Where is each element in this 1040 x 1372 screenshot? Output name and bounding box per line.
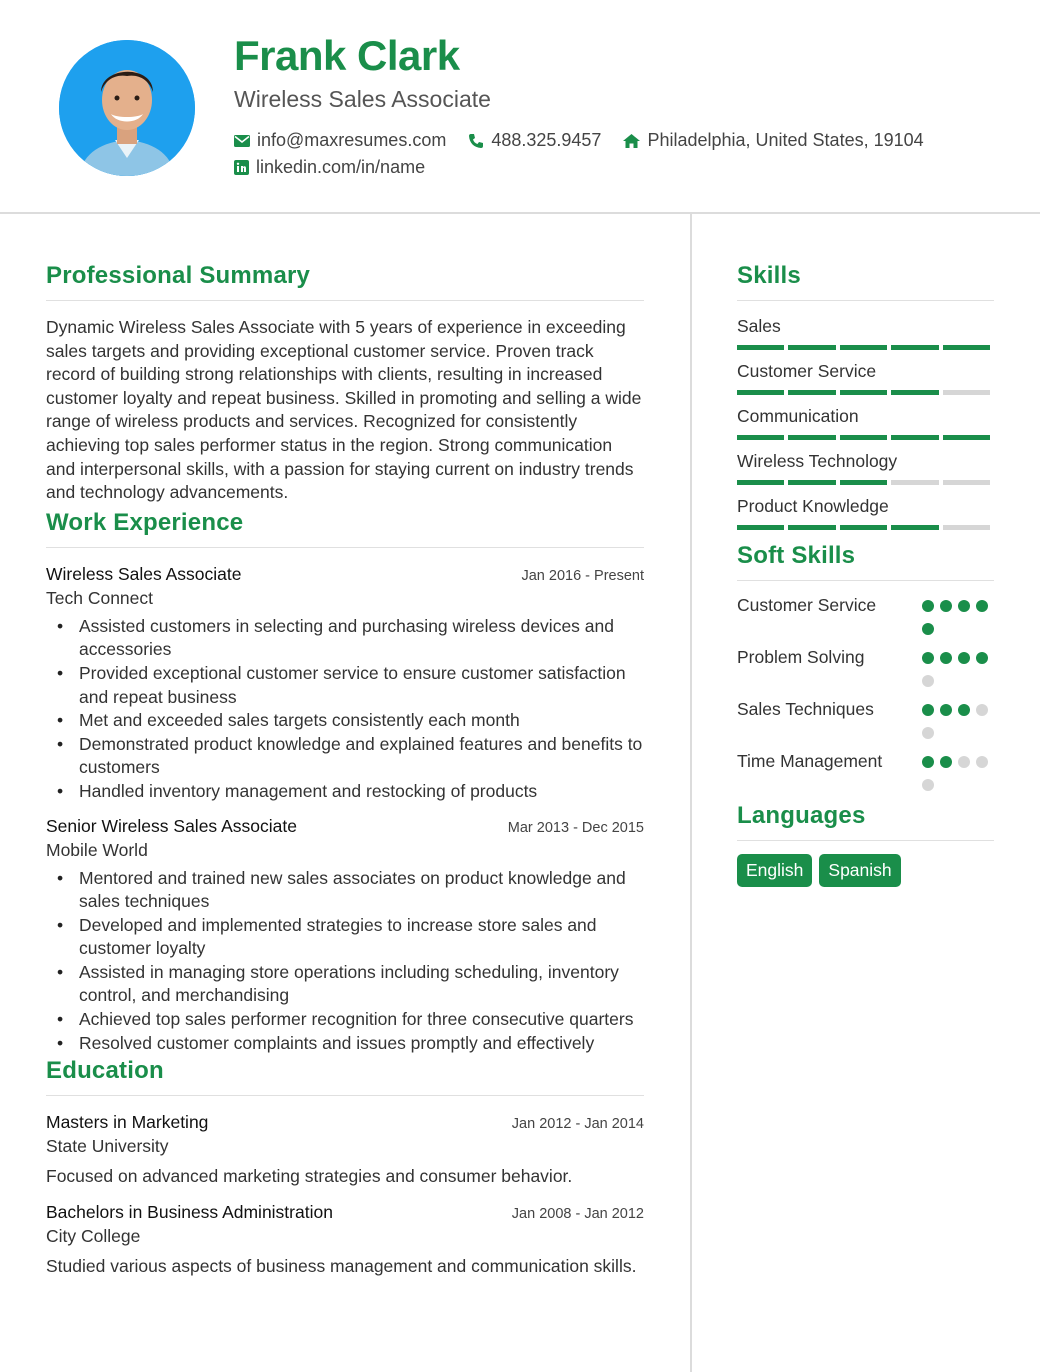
soft-skill-item (737, 594, 994, 646)
skill-level-bar (737, 480, 994, 485)
skill-name: Communication (737, 406, 859, 426)
skill-level-segment (943, 525, 990, 530)
skill-level-segment (788, 345, 835, 350)
section-divider (46, 300, 644, 301)
languages-section (737, 802, 994, 887)
skill-item (737, 496, 994, 530)
soft-skill-item (737, 750, 994, 802)
home-icon (623, 134, 640, 148)
main-column (46, 214, 644, 1278)
education-section (46, 1057, 644, 1278)
rating-dot (940, 704, 952, 716)
sidebar-column (737, 214, 994, 887)
rating-dot (958, 756, 970, 768)
bullet-item: • Mentored and trained new sales associates on product knowledge and sales techniques (46, 867, 644, 914)
skills-heading: Skills (737, 262, 801, 289)
envelope-icon (234, 135, 250, 147)
skill-level-segment (943, 435, 990, 440)
languages-list (737, 854, 994, 887)
bullet-item: • Developed and implemented strategies to increase store sales and customer loyalty (46, 914, 644, 961)
job-role: Wireless Sales Associate (46, 563, 242, 584)
soft-skill-name: Time Management (737, 751, 883, 771)
skill-level-segment (891, 345, 938, 350)
education-entry (46, 1112, 644, 1189)
skill-level-segment (891, 435, 938, 440)
rating-dot (976, 704, 988, 716)
contact-email[interactable] (234, 130, 446, 151)
bullet-item: • Handled inventory management and restocking of products (46, 780, 644, 804)
skill-item (737, 361, 994, 395)
soft-skill-rating (922, 698, 994, 750)
skills-section (737, 262, 994, 530)
bullet-item: • Assisted in managing store operations including scheduling, inventory control, and merchandising (46, 961, 644, 1008)
job-dates: Jan 2016 - Present (521, 567, 644, 584)
rating-dot (940, 600, 952, 612)
skills-list (737, 316, 994, 530)
rating-dot (922, 727, 934, 739)
school-name: State University (46, 1136, 169, 1157)
job-role: Senior Wireless Sales Associate (46, 815, 297, 836)
job-dates: Mar 2013 - Dec 2015 (507, 819, 644, 836)
skill-level-segment (840, 390, 887, 395)
experience-section (46, 509, 644, 1056)
linkedin-text: linkedin.com/in/name (256, 157, 426, 177)
rating-dot (922, 704, 934, 716)
rating-dot (958, 704, 970, 716)
section-divider (46, 1095, 644, 1096)
job-company: Tech Connect (46, 587, 154, 608)
skill-level-segment (737, 345, 784, 350)
skill-level-segment (788, 435, 835, 440)
soft-skill-rating (922, 750, 994, 802)
job-entry (46, 816, 644, 1056)
skill-item (737, 316, 994, 350)
skill-item (737, 406, 994, 440)
contact-row (234, 130, 946, 151)
rating-dot (922, 779, 934, 791)
phone-text: 488.325.9457 (491, 130, 602, 150)
skill-item (737, 451, 994, 485)
rating-dot (922, 675, 934, 687)
bullet-item: • Resolved customer complaints and issues promptly and effectively (46, 1032, 644, 1056)
rating-dot (922, 600, 934, 612)
skill-level-segment (737, 525, 784, 530)
soft-skills-heading: Soft Skills (737, 542, 856, 569)
experience-heading: Work Experience (46, 508, 244, 536)
education-entry (46, 1202, 644, 1279)
skill-level-segment (891, 480, 938, 485)
soft-skill-name: Sales Techniques (737, 699, 874, 719)
skill-level-segment (788, 480, 835, 485)
skill-level-segment (943, 480, 990, 485)
job-company: Mobile World (46, 839, 148, 860)
email-text: info@maxresumes.com (257, 130, 447, 150)
skill-level-bar (737, 345, 994, 350)
skill-level-segment (737, 480, 784, 485)
skill-level-segment (943, 390, 990, 395)
skill-level-segment (737, 435, 784, 440)
skill-level-bar (737, 390, 994, 395)
rating-dot (922, 623, 934, 635)
skill-level-segment (788, 525, 835, 530)
skill-name: Customer Service (737, 361, 877, 381)
skill-level-bar (737, 435, 994, 440)
job-entry (46, 564, 644, 804)
skill-level-segment (840, 525, 887, 530)
phone-icon (468, 133, 484, 149)
rating-dot (922, 756, 934, 768)
summary-heading: Professional Summary (46, 262, 311, 289)
education-dates: Jan 2008 - Jan 2012 (511, 1205, 644, 1222)
skill-level-segment (788, 390, 835, 395)
contact-row-2 (234, 157, 447, 178)
languages-heading: Languages (737, 802, 866, 829)
rating-dot (976, 652, 988, 664)
location-text: Philadelphia, United States, 19104 (647, 130, 924, 150)
section-divider (737, 840, 994, 841)
language-tag: Spanish (819, 854, 900, 887)
bullet-item: • Achieved top sales performer recognition for three consecutive quarters (46, 1008, 644, 1032)
section-divider (737, 580, 994, 581)
skill-level-segment (891, 390, 938, 395)
candidate-name: Frank Clark (234, 32, 460, 79)
rating-dot (976, 600, 988, 612)
contact-location (623, 130, 923, 151)
education-dates: Jan 2012 - Jan 2014 (511, 1116, 644, 1133)
skill-name: Sales (737, 316, 781, 336)
soft-skill-rating (922, 594, 994, 646)
contact-linkedin[interactable] (234, 157, 425, 178)
section-divider (46, 547, 644, 548)
bullet-item: • Met and exceeded sales targets consistently each month (46, 709, 644, 733)
linkedin-icon (234, 160, 249, 175)
job-bullets (46, 615, 644, 804)
bullet-item: • Assisted customers in selecting and purchasing wireless devices and accessories (46, 615, 644, 662)
skill-level-segment (943, 345, 990, 350)
skill-level-segment (840, 345, 887, 350)
soft-skill-item (737, 646, 994, 698)
bullet-item: • Demonstrated product knowledge and explained features and benefits to customers (46, 733, 644, 780)
degree-name: Masters in Marketing (46, 1112, 209, 1133)
soft-skill-name: Problem Solving (737, 647, 865, 667)
rating-dot (958, 652, 970, 664)
skill-level-segment (891, 525, 938, 530)
profile-photo (59, 40, 195, 176)
education-description: Studied various aspects of business management and communication skills. (46, 1255, 637, 1276)
bullet-item: • Provided exceptional customer service to ensure customer satisfaction and repeat business (46, 662, 644, 709)
language-tag: English (737, 854, 812, 887)
skill-name: Wireless Technology (737, 451, 898, 471)
degree-name: Bachelors in Business Administration (46, 1201, 333, 1222)
resume-header (0, 0, 1040, 214)
rating-dot (940, 652, 952, 664)
column-divider (690, 214, 692, 1372)
summary-text: Dynamic Wireless Sales Associate with 5 years of experience in exceeding sales targets and providing exceptional customer service. Proven track record of building strong relationships with clients, resulting in increased customer loyalty and repeat business. Skilled in promoting and selling a wide range of wireless products and services. Recognized for consistently achieving top sales performer status in the region. Strong communication and interpersonal skills, with a passion for staying current on industry trends and technology advancements. (46, 317, 642, 503)
soft-skills-section (737, 542, 994, 802)
rating-dot (958, 600, 970, 612)
rating-dot (940, 756, 952, 768)
skill-name: Product Knowledge (737, 496, 889, 516)
education-description: Focused on advanced marketing strategies and consumer behavior. (46, 1166, 573, 1187)
skill-level-bar (737, 525, 994, 530)
soft-skills-list (737, 594, 994, 802)
job-bullets (46, 867, 644, 1056)
summary-section (46, 262, 644, 505)
skill-level-segment (840, 435, 887, 440)
school-name: City College (46, 1225, 141, 1246)
skill-level-segment (737, 390, 784, 395)
section-divider (737, 300, 994, 301)
soft-skill-rating (922, 646, 994, 698)
candidate-title: Wireless Sales Associate (234, 86, 491, 112)
education-heading: Education (46, 1057, 164, 1085)
contact-phone[interactable] (468, 130, 601, 151)
rating-dot (976, 756, 988, 768)
soft-skill-name: Customer Service (737, 595, 877, 615)
soft-skill-item (737, 698, 994, 750)
skill-level-segment (840, 480, 887, 485)
rating-dot (922, 652, 934, 664)
